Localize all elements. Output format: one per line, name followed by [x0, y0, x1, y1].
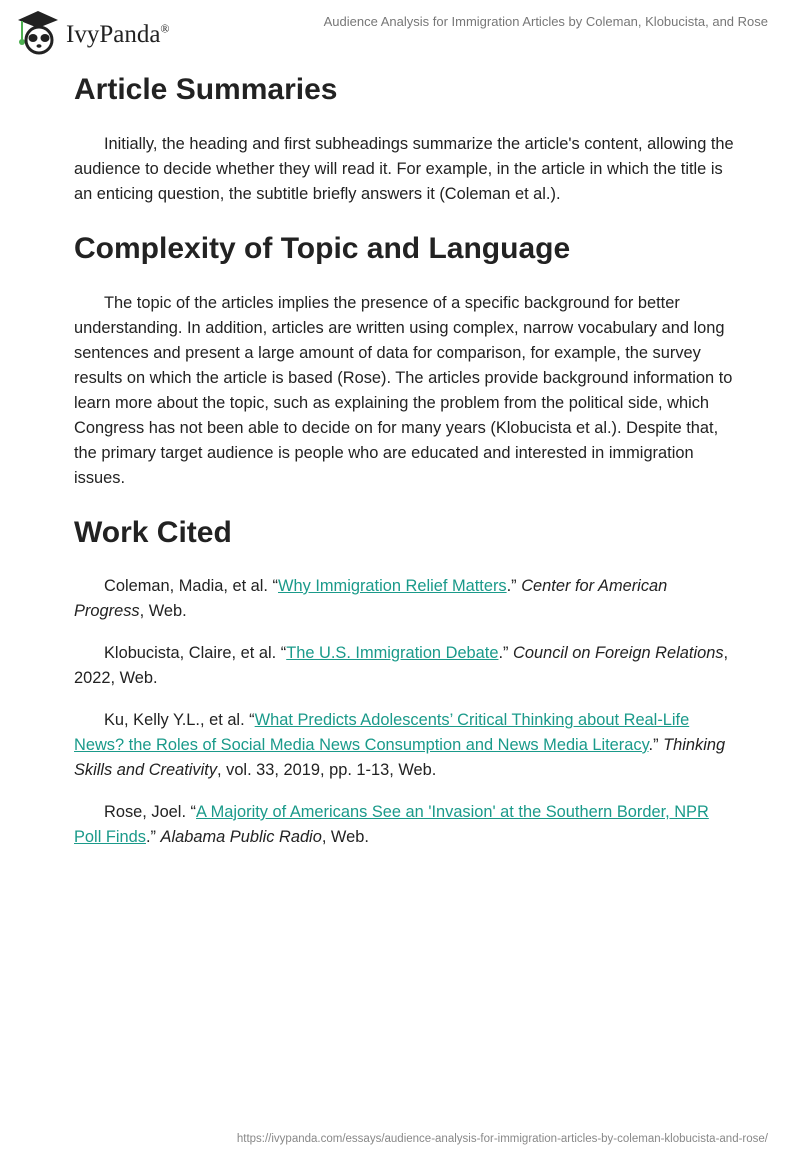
citation-link[interactable]: Why Immigration Relief Matters: [278, 577, 507, 595]
citation: Rose, Joel. “A Majority of Americans See an 'Invasion' at the Southern Border, NPR Poll Finds.” Alabama Public Radio, Web.: [74, 803, 709, 846]
citation: Coleman, Madia, et al. “Why Immigration Relief Matters.” Center for American Progress, Web.: [74, 577, 668, 620]
works-cited-heading: Work Cited: [74, 516, 232, 549]
citation: Ku, Kelly Y.L., et al. “What Predicts Adolescents’ Critical Thinking about Real-Life News? the Roles of Social Media News Consumption and News Media Literacy.” Thinking Skills and Creativity, vol. 33, 2019, pp. 1-13, Web.: [74, 711, 726, 779]
citation-link[interactable]: What Predicts Adolescents’ Critical Thinking about Real-Life News? the Roles of Social Media News Consumption and News Media Literacy: [74, 711, 690, 754]
logo[interactable]: [14, 8, 170, 56]
logo-text: IvyPanda®: [66, 21, 170, 48]
works-cited-list: [74, 574, 734, 850]
section-heading: Article Summaries: [74, 73, 338, 106]
document-title: Audience Analysis for Immigration Articles by Coleman, Klobucista, and Rose: [323, 14, 768, 29]
citation-link[interactable]: The U.S. Immigration Debate: [286, 644, 499, 662]
section-paragraph: Initially, the heading and first subheadings summarize the article's content, allowing the audience to decide whether they will read it. For example, in the article in which the title is an enticing question, the subtitle briefly answers it (Coleman et al.).: [74, 135, 734, 203]
citation: Klobucista, Claire, et al. “The U.S. Immigration Debate.” Council on Foreign Relations, 2022, Web.: [74, 644, 729, 687]
essay-content: [74, 70, 734, 867]
section-heading: Complexity of Topic and Language: [74, 232, 571, 265]
footer-url: https://ivypanda.com/essays/audience-analysis-for-immigration-articles-by-coleman-klobucista-and-rose/: [236, 1133, 768, 1145]
citation-link[interactable]: A Majority of Americans See an 'Invasion' at the Southern Border, NPR Poll Finds: [74, 803, 709, 846]
section-paragraph: The topic of the articles implies the presence of a specific background for better understanding. In addition, articles are written using complex, narrow vocabulary and long sentences and present a large amount of data for comparison, for example, the survey results on which the article is based (Rose). The articles provide background information to learn more about the topic, such as explaining the problem from the political side, which Congress has not been able to decide on for many years (Klobucista et al.). Despite that, the primary target audience is people who are educated and interested in immigration issues.: [74, 294, 733, 487]
panda-graduate-icon: [14, 8, 62, 56]
